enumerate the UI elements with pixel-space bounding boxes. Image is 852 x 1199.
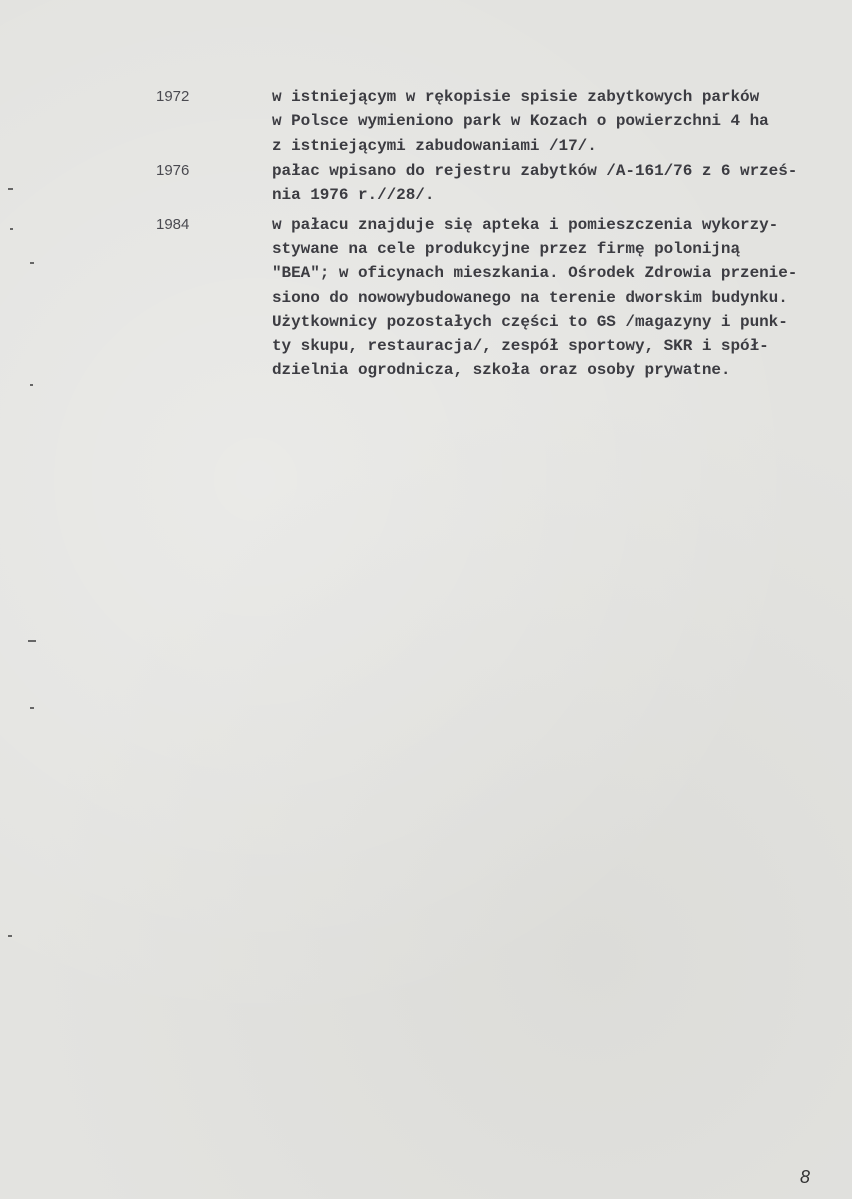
text-line: Użytkownicy pozostałych części to GS /magazyny i punk- — [272, 313, 788, 331]
text-line: stywane na cele produkcyjne przez firmę polonijną — [272, 240, 741, 258]
year-1976: 1976 — [156, 162, 190, 179]
text-line: ty skupu, restauracja/, zespół sportowy, SKR i spół- — [272, 337, 769, 355]
text-line: siono do nowowybudowanego na terenie dworskim budynku. — [272, 289, 788, 307]
text-line: w istniejącym w rękopisie spisie zabytkowych parków — [272, 88, 760, 106]
scan-speck — [30, 707, 34, 709]
scan-speck — [8, 188, 13, 190]
text-line: nia 1976 r.//28/. — [272, 186, 435, 204]
scan-speck — [28, 640, 36, 642]
text-line: w pałacu znajduje się apteka i pomieszczenia wykorzy- — [272, 216, 779, 234]
text-line: "BEA"; w oficynach mieszkania. Ośrodek Zdrowia przenie- — [272, 264, 798, 282]
text-line: pałac wpisano do rejestru zabytków /A-161/76 z 6 wrześ- — [272, 162, 798, 180]
year-1984: 1984 — [156, 216, 190, 233]
scan-speck — [30, 384, 33, 386]
year-1972: 1972 — [156, 88, 190, 105]
text-line: w Polsce wymieniono park w Kozach o powierzchni 4 ha — [272, 112, 769, 130]
text-line: dzielnia ogrodnicza, szkoła oraz osoby prywatne. — [272, 361, 731, 379]
scan-speck — [30, 262, 34, 264]
page-number: 8 — [800, 1167, 811, 1187]
scan-speck — [8, 935, 12, 937]
text-line: z istniejącymi zabudowaniami /17/. — [272, 137, 597, 155]
scan-speck — [10, 228, 13, 230]
